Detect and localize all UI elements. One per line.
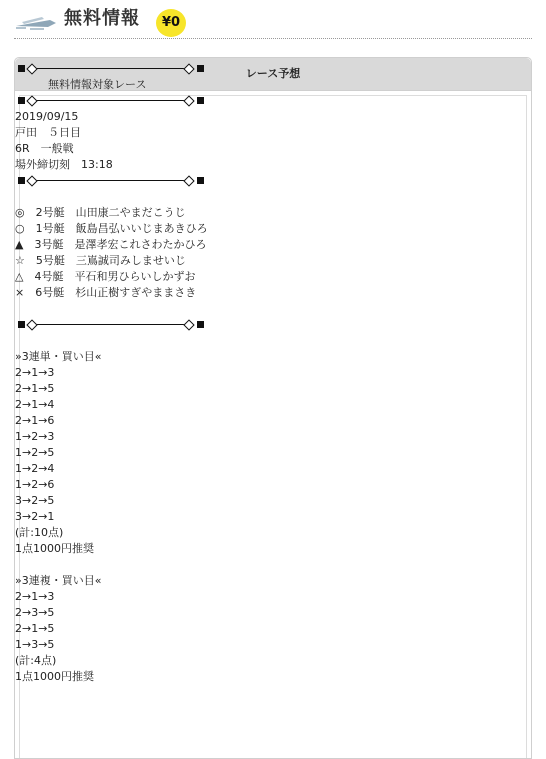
trio-combo: 2→1→3 xyxy=(15,590,55,603)
trifecta-combo: 3→2→5 xyxy=(15,494,55,507)
trifecta-combo: 1→2→3 xyxy=(15,430,55,443)
trio-recommend: 1点1000円推奨 xyxy=(15,670,94,683)
trifecta-combo: 2→1→4 xyxy=(15,398,55,411)
trifecta-combo: 2→1→5 xyxy=(15,382,55,395)
page-header xyxy=(14,4,532,36)
trifecta-combo: 1→2→5 xyxy=(15,446,55,459)
prediction-line: ☆ 5号艇 三嶌誠司みしませいじ xyxy=(15,254,186,267)
trifecta-title: »3連単・買い目« xyxy=(15,350,102,363)
decorative-divider xyxy=(15,173,207,189)
trio-total: (計:4点) xyxy=(15,654,57,667)
race-venue-day: 戸田 ５日目 xyxy=(15,126,81,139)
trifecta-combo: 1→2→4 xyxy=(15,462,55,475)
header-divider xyxy=(14,38,532,39)
trifecta-combo: 2→1→6 xyxy=(15,414,55,427)
trio-combo: 1→3→5 xyxy=(15,638,55,651)
decorative-divider xyxy=(15,93,207,109)
prediction-content xyxy=(15,61,315,685)
decorative-divider xyxy=(15,317,207,333)
prediction-line: ▲ 3号艇 是澤孝宏これさわたかひろ xyxy=(15,238,207,251)
prediction-line: ○ 1号艇 飯島昌弘いいじまあきひろ xyxy=(15,222,208,235)
free-badge: ¥0 xyxy=(156,9,186,37)
trifecta-combo: 2→1→3 xyxy=(15,366,55,379)
race-type: 6R 一般戦 xyxy=(15,142,74,155)
prediction-line: × 6号艇 杉山正樹すぎやままさき xyxy=(15,286,197,299)
race-deadline: 場外締切刻 13:18 xyxy=(15,158,113,171)
panel-title: レース予想 xyxy=(15,58,531,91)
prediction-line: △ 4号艇 平石和男ひらいしかずお xyxy=(15,270,196,283)
decorative-divider xyxy=(15,61,207,77)
trifecta-total: (計:10点) xyxy=(15,526,64,539)
race-date: 2019/09/15 xyxy=(15,110,79,123)
boat-icon xyxy=(14,10,58,32)
trio-combo: 2→3→5 xyxy=(15,606,55,619)
trio-title: »3連複・買い目« xyxy=(15,574,102,587)
trifecta-combo: 3→2→1 xyxy=(15,510,55,523)
race-heading: 無料情報対象レース xyxy=(48,78,147,91)
trifecta-recommend: 1点1000円推奨 xyxy=(15,542,94,555)
trifecta-combo: 1→2→6 xyxy=(15,478,55,491)
trio-combo: 2→1→5 xyxy=(15,622,55,635)
prediction-line: ◎ 2号艇 山田康二やまだこうじ xyxy=(15,206,186,219)
page-title: 無料情報 xyxy=(64,8,140,29)
